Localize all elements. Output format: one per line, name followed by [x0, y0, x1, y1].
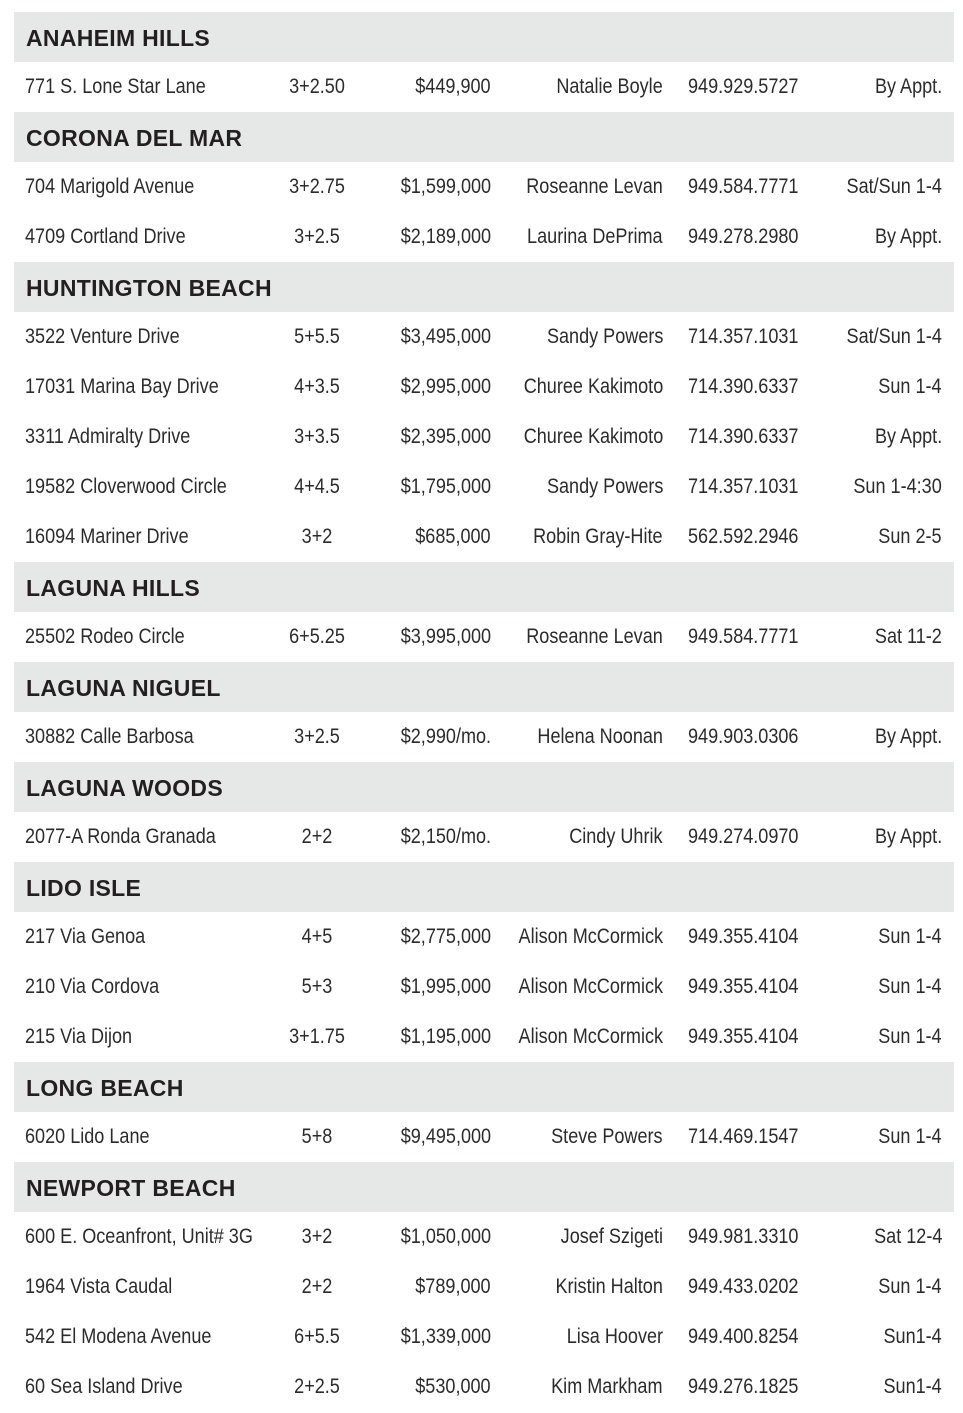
open-house-time: Sun1-4	[883, 1325, 942, 1348]
listing-row: 2077-A Ronda Granada 2+2 $2,150/mo. Cindy Uhrik 949.274.0970 By Appt.	[14, 812, 954, 862]
open-house-time: Sun1-4	[883, 1375, 942, 1398]
agent-phone: 949.278.2980	[688, 225, 799, 248]
price: $2,395,000	[400, 425, 491, 448]
listing-row: 542 El Modena Avenue 6+5.5 $1,339,000 Lisa Hoover 949.400.8254 Sun1-4	[14, 1312, 954, 1362]
agent-name: Roseanne Levan	[526, 625, 663, 648]
agent-phone: 714.390.6337	[688, 375, 799, 398]
address: 6020 Lido Lane	[25, 1125, 150, 1148]
agent-name: Kristin Halton	[555, 1275, 663, 1298]
open-house-time: Sun 1-4:30	[853, 475, 942, 498]
agent-name: Robin Gray-Hite	[533, 525, 663, 548]
city-header	[14, 1062, 954, 1112]
price: $3,495,000	[400, 325, 491, 348]
address: 600 E. Oceanfront, Unit# 3G	[25, 1225, 253, 1248]
open-house-listing-table	[14, 12, 954, 1412]
open-house-time: By Appt.	[874, 825, 942, 848]
open-house-time: Sun 1-4	[878, 1125, 942, 1148]
agent-phone: 949.981.3310	[688, 1225, 799, 1248]
agent-name: Churee Kakimoto	[523, 425, 663, 448]
listing-row: 771 S. Lone Star Lane 3+2.50 $449,900 Natalie Boyle 949.929.5727 By Appt.	[14, 62, 954, 112]
agent-phone: 949.355.4104	[688, 925, 799, 948]
agent-phone: 714.357.1031	[688, 475, 799, 498]
city-name: HUNTINGTON BEACH	[26, 275, 272, 301]
agent-name: Kim Markham	[551, 1375, 663, 1398]
city-name: ANAHEIM HILLS	[26, 25, 211, 51]
agent-phone: 714.390.6337	[688, 425, 799, 448]
address: 217 Via Genoa	[25, 925, 146, 948]
open-house-time: Sat 12-4	[873, 1225, 942, 1248]
price: $1,599,000	[400, 175, 491, 198]
listing-row: 4709 Cortland Drive 3+2.5 $2,189,000 Laurina DePrima 949.278.2980 By Appt.	[14, 212, 954, 262]
agent-phone: 714.469.1547	[688, 1125, 799, 1148]
agent-name: Sandy Powers	[546, 325, 663, 348]
open-house-time: Sun 1-4	[878, 1275, 942, 1298]
address: 60 Sea Island Drive	[25, 1375, 183, 1398]
price: $1,050,000	[400, 1225, 491, 1248]
price: $2,995,000	[400, 375, 491, 398]
agent-phone: 949.355.4104	[688, 1025, 799, 1048]
agent-phone: 714.357.1031	[688, 325, 799, 348]
price: $685,000	[415, 525, 491, 548]
open-house-time: Sun 1-4	[878, 1025, 942, 1048]
agent-phone: 949.584.7771	[688, 625, 799, 648]
price: $3,995,000	[400, 625, 491, 648]
city-header	[14, 862, 954, 912]
agent-name: Steve Powers	[551, 1125, 663, 1148]
city-header	[14, 1162, 954, 1212]
price: $2,775,000	[400, 925, 491, 948]
price: $1,995,000	[400, 975, 491, 998]
price: $1,195,000	[400, 1025, 491, 1048]
city-name: CORONA DEL MAR	[26, 125, 243, 151]
open-house-time: By Appt.	[874, 75, 942, 98]
open-house-time: By Appt.	[874, 425, 942, 448]
agent-phone: 562.592.2946	[688, 525, 799, 548]
city-name: LIDO ISLE	[26, 875, 142, 901]
city-header	[14, 112, 954, 162]
city-name: LONG BEACH	[26, 1075, 184, 1101]
address: 16094 Mariner Drive	[25, 525, 189, 548]
address: 210 Via Cordova	[25, 975, 160, 998]
open-house-time: Sat/Sun 1-4	[846, 175, 942, 198]
open-house-time: Sun 1-4	[878, 375, 942, 398]
city-name: LAGUNA HILLS	[26, 575, 200, 601]
address: 30882 Calle Barbosa	[25, 725, 194, 748]
open-house-time: Sun 2-5	[878, 525, 942, 548]
open-house-time: Sun 1-4	[878, 925, 942, 948]
price: $2,150/mo.	[400, 825, 491, 848]
city-name: NEWPORT BEACH	[26, 1175, 236, 1201]
agent-phone: 949.276.1825	[688, 1375, 799, 1398]
city-header	[14, 262, 954, 312]
listing-row: 60 Sea Island Drive 2+2.5 $530,000 Kim Markham 949.276.1825 Sun1-4	[14, 1362, 954, 1412]
agent-phone: 949.929.5727	[688, 75, 799, 98]
city-name: LAGUNA WOODS	[26, 775, 223, 801]
listing-row: 704 Marigold Avenue 3+2.75 $1,599,000 Roseanne Levan 949.584.7771 Sat/Sun 1-4	[14, 162, 954, 212]
agent-phone: 949.433.0202	[688, 1275, 799, 1298]
agent-phone: 949.274.0970	[688, 825, 799, 848]
agent-name: Cindy Uhrik	[569, 825, 663, 848]
address: 4709 Cortland Drive	[25, 225, 186, 248]
listing-row: 6020 Lido Lane 5+8 $9,495,000 Steve Powers 714.469.1547 Sun 1-4	[14, 1112, 954, 1162]
agent-name: Alison McCormick	[518, 975, 663, 998]
address: 771 S. Lone Star Lane	[25, 75, 206, 98]
agent-name: Roseanne Levan	[526, 175, 663, 198]
listing-row: 215 Via Dijon 3+1.75 $1,195,000 Alison McCormick 949.355.4104 Sun 1-4	[14, 1012, 954, 1062]
listing-row: 3311 Admiralty Drive 3+3.5 $2,395,000 Churee Kakimoto 714.390.6337 By Appt.	[14, 412, 954, 462]
price: $449,900	[415, 75, 491, 98]
agent-name: Laurina DePrima	[527, 225, 663, 248]
open-house-time: Sun 1-4	[878, 975, 942, 998]
address: 19582 Cloverwood Circle	[25, 475, 227, 498]
address: 3311 Admiralty Drive	[25, 425, 191, 448]
open-house-time: Sat/Sun 1-4	[846, 325, 942, 348]
agent-name: Alison McCormick	[518, 1025, 663, 1048]
listing-row: 3522 Venture Drive 5+5.5 $3,495,000 Sandy Powers 714.357.1031 Sat/Sun 1-4	[14, 312, 954, 362]
address: 3522 Venture Drive	[25, 325, 180, 348]
agent-phone: 949.400.8254	[688, 1325, 799, 1348]
listing-row: 600 E. Oceanfront, Unit# 3G 3+2 $1,050,000 Josef Szigeti 949.981.3310 Sat 12-4	[14, 1212, 954, 1262]
agent-name: Lisa Hoover	[566, 1325, 663, 1348]
address: 215 Via Dijon	[25, 1025, 133, 1048]
agent-name: Sandy Powers	[546, 475, 663, 498]
address: 704 Marigold Avenue	[25, 175, 195, 198]
price: $530,000	[415, 1375, 491, 1398]
listing-row: 19582 Cloverwood Circle 4+4.5 $1,795,000 Sandy Powers 714.357.1031 Sun 1-4:30	[14, 462, 954, 512]
open-house-time: Sat 11-2	[875, 625, 942, 648]
price: $1,339,000	[400, 1325, 491, 1348]
agent-phone: 949.903.0306	[688, 725, 799, 748]
open-house-time: By Appt.	[874, 225, 942, 248]
listing-row: 1964 Vista Caudal 2+2 $789,000 Kristin Halton 949.433.0202 Sun 1-4	[14, 1262, 954, 1312]
listing-row: 16094 Mariner Drive 3+2 $685,000 Robin Gray-Hite 562.592.2946 Sun 2-5	[14, 512, 954, 562]
agent-name: Helena Noonan	[537, 725, 663, 748]
price: $2,990/mo.	[400, 725, 491, 748]
price: $2,189,000	[400, 225, 491, 248]
agent-phone: 949.355.4104	[688, 975, 799, 998]
city-header	[14, 12, 954, 62]
address: 17031 Marina Bay Drive	[25, 375, 219, 398]
listing-row: 30882 Calle Barbosa 3+2.5 $2,990/mo. Helena Noonan 949.903.0306 By Appt.	[14, 712, 954, 762]
city-header	[14, 662, 954, 712]
agent-name: Josef Szigeti	[560, 1225, 663, 1248]
agent-name: Alison McCormick	[518, 925, 663, 948]
listing-row: 217 Via Genoa 4+5 $2,775,000 Alison McCormick 949.355.4104 Sun 1-4	[14, 912, 954, 962]
agent-name: Churee Kakimoto	[523, 375, 663, 398]
open-house-time: By Appt.	[874, 725, 942, 748]
listing-row: 17031 Marina Bay Drive 4+3.5 $2,995,000 Churee Kakimoto 714.390.6337 Sun 1-4	[14, 362, 954, 412]
agent-phone: 949.584.7771	[688, 175, 799, 198]
listing-row: 25502 Rodeo Circle 6+5.25 $3,995,000 Roseanne Levan 949.584.7771 Sat 11-2	[14, 612, 954, 662]
listing-row: 210 Via Cordova 5+3 $1,995,000 Alison McCormick 949.355.4104 Sun 1-4	[14, 962, 954, 1012]
city-header	[14, 562, 954, 612]
address: 1964 Vista Caudal	[25, 1275, 173, 1298]
price: $789,000	[415, 1275, 491, 1298]
address: 25502 Rodeo Circle	[25, 625, 185, 648]
price: $1,795,000	[400, 475, 491, 498]
address: 2077-A Ronda Granada	[25, 825, 216, 848]
address: 542 El Modena Avenue	[25, 1325, 212, 1348]
city-name: LAGUNA NIGUEL	[26, 675, 221, 701]
agent-name: Natalie Boyle	[556, 75, 663, 98]
city-header	[14, 762, 954, 812]
price: $9,495,000	[400, 1125, 491, 1148]
